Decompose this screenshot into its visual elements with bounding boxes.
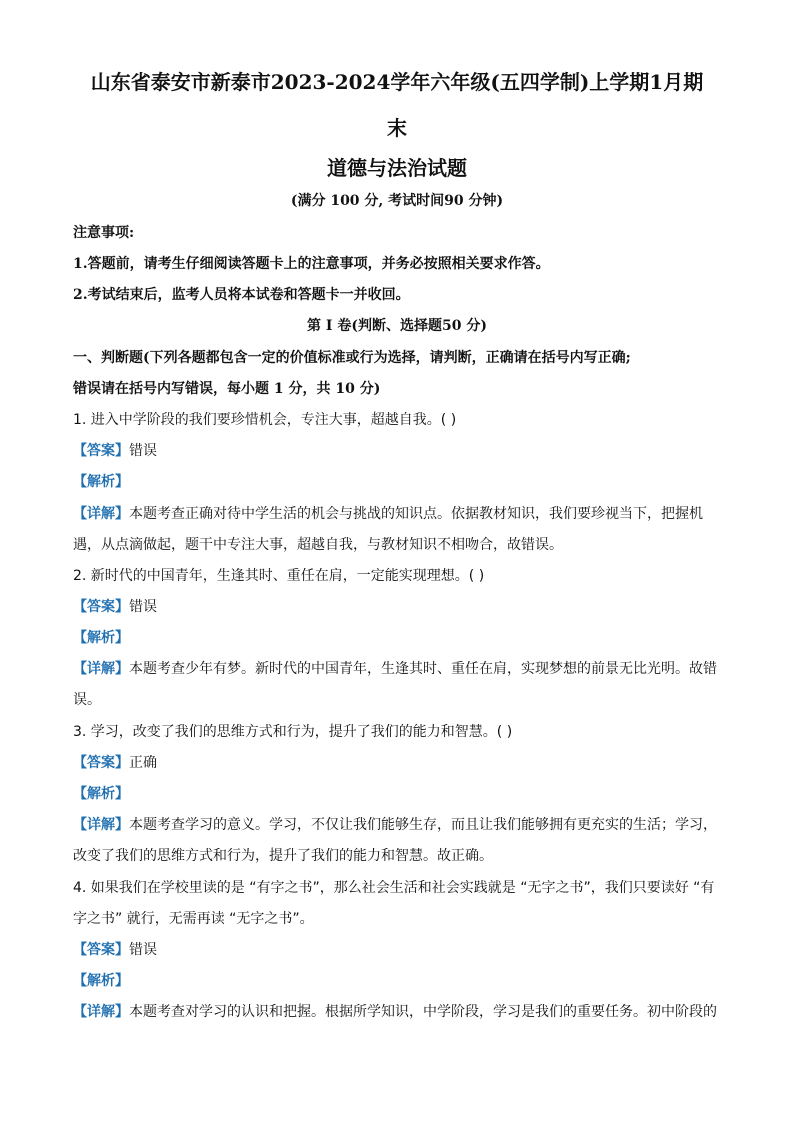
question-3-detail <box>73 815 728 835</box>
answer-label: 【答案】 <box>73 599 129 615</box>
detail-label: 【详解】 <box>73 1004 129 1020</box>
question-2-detail-continued: 误。 <box>73 692 101 708</box>
analysis-label: 【解析】 <box>73 973 129 989</box>
analysis-label: 【解析】 <box>73 786 129 802</box>
notice-item-2: 2.考试结束后，监考人员将本试卷和答题卡一并收回。 <box>73 287 410 303</box>
question-4-detail <box>73 1002 728 1022</box>
question-4-analysis <box>73 971 728 991</box>
answer-value: 正确 <box>129 755 157 771</box>
answer-label: 【答案】 <box>73 942 129 958</box>
question-1-stem: 1. 进入中学阶段的我们要珍惜机会，专注大事，超越自我。( ) <box>73 412 457 428</box>
detail-label: 【详解】 <box>73 817 129 833</box>
document-title-continued: 末 <box>387 116 407 140</box>
question-2-detail <box>73 659 728 679</box>
analysis-label: 【解析】 <box>73 474 129 490</box>
question-3-detail-continued: 改变了我们的思维方式和行为，提升了我们的能力和智慧。故正确。 <box>73 848 493 864</box>
detail-label: 【详解】 <box>73 506 129 522</box>
answer-label: 【答案】 <box>73 443 129 459</box>
detail-text: 本题考查少年有梦。新时代的中国青年，生逢其时、重任在肩，实现梦想的前景无比光明。故错 <box>129 661 717 677</box>
question-2-analysis <box>73 628 728 648</box>
question-3-stem: 3. 学习，改变了我们的思维方式和行为，提升了我们的能力和智慧。( ) <box>73 724 513 740</box>
question-1-answer <box>73 441 728 461</box>
question-2-stem: 2. 新时代的中国青年，生逢其时、重任在肩，一定能实现理想。( ) <box>73 568 485 584</box>
question-1-detail <box>73 504 728 524</box>
notice-heading: 注意事项: <box>73 225 135 241</box>
part-title: 第 I 卷(判断、选择题50 分) <box>307 318 487 334</box>
detail-text: 本题考查学习的意义。学习，不仅让我们能够生存，而且让我们能够拥有更充实的生活；学习， <box>129 817 717 833</box>
answer-value: 错误 <box>129 942 157 958</box>
exam-subject-title: 道德与法治试题 <box>327 156 467 180</box>
notice-item-1: 1.答题前，请考生仔细阅读答题卡上的注意事项，并务必按照相关要求作答。 <box>73 256 550 272</box>
question-1-detail-continued: 遇，从点滴做起，题干中专注大事，超越自我，与教材知识不相吻合，故错误。 <box>73 537 563 553</box>
answer-value: 错误 <box>129 443 157 459</box>
section-heading-continued: 错误请在括号内写错误，每小题 1 分，共 10 分) <box>73 381 381 397</box>
question-4-answer <box>73 940 728 960</box>
section-heading: 一、判断题(下列各题都包含一定的价值标准或行为选择，请判断，正确请在括号内写正确; <box>73 350 631 366</box>
answer-value: 错误 <box>129 599 157 615</box>
question-3-answer <box>73 753 728 773</box>
detail-text: 本题考查对学习的认识和把握。根据所学知识，中学阶段，学习是我们的重要任务。初中阶段的 <box>129 1004 717 1020</box>
analysis-label: 【解析】 <box>73 630 129 646</box>
question-4-stem: 4. 如果我们在学校里读的是 “有字之书”，那么社会生活和社会实践就是 “无字之书”，我们只要读好 “有 <box>73 880 715 896</box>
document-title: 山东省泰安市新泰市2023-2024学年六年级(五四学制)上学期1月期 <box>90 70 704 94</box>
answer-label: 【答案】 <box>73 755 129 771</box>
question-4-stem-continued: 字之书” 就行，无需再读 “无字之书”。 <box>73 911 314 927</box>
exam-info: (满分 100 分, 考试时间90 分钟) <box>290 193 504 209</box>
detail-text: 本题考查正确对待中学生活的机会与挑战的知识点。依据教材知识，我们要珍视当下，把握机 <box>129 506 703 522</box>
question-2-answer <box>73 597 728 617</box>
detail-label: 【详解】 <box>73 661 129 677</box>
question-3-analysis <box>73 784 728 804</box>
question-1-analysis <box>73 472 728 492</box>
